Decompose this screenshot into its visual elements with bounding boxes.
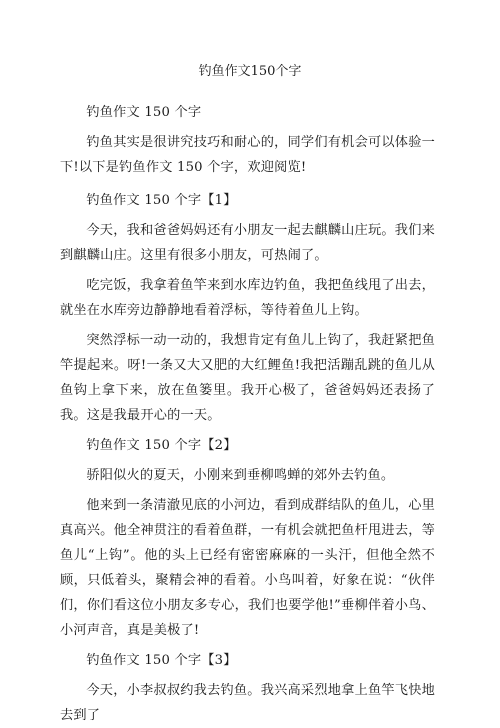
section-heading-3: 钓鱼作文 150 个字【3】 <box>86 653 237 668</box>
essay-2-paragraph-2: 他来到一条清澈见底的小河边，看到成群结队的鱼儿，心里真高兴。他全神贯注的看着鱼群，一有机会就把鱼杆甩进去，等鱼儿“上钩”。他的头上已经有密密麻麻的一头汗，但他全然不顾，只低着头，聚精会神的看着。小鸟叫着，好象在说：“伙伴们，你们看这位小朋友多专心，我们也要学他!”垂柳伴着小鸟、小河声音，真是美极了! <box>60 498 435 638</box>
document-body <box>60 94 435 728</box>
essay-1-paragraph-2: 吃完饭，我拿着鱼竿来到水库边钓鱼，我把鱼线甩了出去，就坐在水库旁边静静地看着浮标，等待着鱼儿上钩。 <box>60 278 435 318</box>
intro-paragraph: 钓鱼其实是很讲究技巧和耐心的，同学们有机会可以体验一下!以下是钓鱼作文 150 个字，欢迎阅览! <box>60 135 435 175</box>
section-heading-intro: 钓鱼作文 150 个字 <box>86 105 202 120</box>
essay-1-paragraph-1: 今天，我和爸爸妈妈还有小朋友一起去麒麟山庄玩。我们来到麒麟山庄。这里有很多小朋友，可热闹了。 <box>60 223 435 263</box>
document-title: 钓鱼作文150个字 <box>198 64 302 79</box>
essay-2-paragraph-1: 骄阳似火的夏天，小刚来到垂柳鸣蝉的郊外去钓鱼。 <box>86 468 395 483</box>
essay-3-paragraph-1: 今天，小李叔叔约我去钓鱼。我兴高采烈地拿上鱼竿飞快地去到了 <box>60 683 435 723</box>
essay-1-paragraph-3: 突然浮标一动一动的，我想肯定有鱼儿上钩了，我赶紧把鱼竿提起来。呀!一条又大又肥的大红鲤鱼!我把活蹦乱跳的鱼儿从鱼钩上拿下来，放在鱼篓里。我开心极了，爸爸妈妈还表扬了我。这是我最开心的一天。 <box>60 333 435 423</box>
section-heading-1: 钓鱼作文 150 个字【1】 <box>86 193 237 208</box>
section-heading-2: 钓鱼作文 150 个字【2】 <box>86 438 237 453</box>
